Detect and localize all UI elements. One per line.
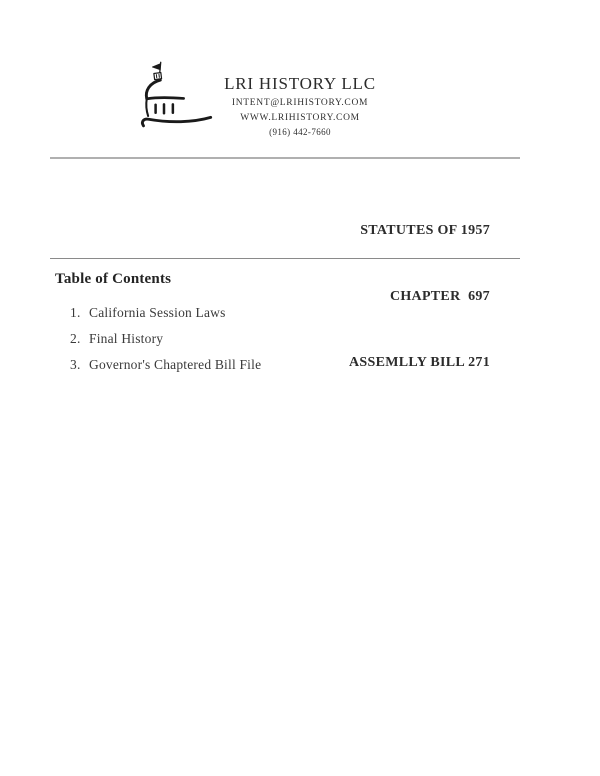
assembly-bill-line: ASSEMLLY BILL 271 bbox=[348, 355, 490, 370]
horizontal-rule-bottom bbox=[50, 258, 520, 259]
toc-title: Table of Contents bbox=[55, 271, 172, 287]
toc-item bbox=[70, 352, 470, 378]
statute-reference-block bbox=[349, 176, 490, 418]
toc-item bbox=[70, 326, 470, 352]
toc-item-number: 3. bbox=[70, 357, 81, 372]
company-phone: (916) 442-7660 bbox=[269, 127, 331, 137]
toc-list bbox=[70, 300, 470, 378]
toc-item bbox=[70, 300, 470, 326]
company-email: INTENT@LRIHISTORY.COM bbox=[231, 98, 369, 108]
chapter-line: CHAPTER 697 bbox=[389, 289, 490, 304]
toc-item-label: Governor's Chaptered Bill File bbox=[89, 357, 262, 372]
toc-item-number: 2. bbox=[70, 331, 81, 346]
toc-item-label: California Session Laws bbox=[89, 305, 226, 320]
company-name: LRI HISTORY LLC bbox=[224, 74, 376, 93]
statutes-year-line: STATUTES OF 1957 bbox=[360, 223, 490, 238]
company-block bbox=[0, 74, 600, 139]
letterhead bbox=[0, 0, 600, 150]
company-website: WWW.LRIHISTORY.COM bbox=[240, 112, 360, 123]
toc-item-number: 1. bbox=[70, 305, 81, 320]
toc-item-label: Final History bbox=[89, 331, 164, 346]
horizontal-rule-top bbox=[50, 157, 520, 159]
